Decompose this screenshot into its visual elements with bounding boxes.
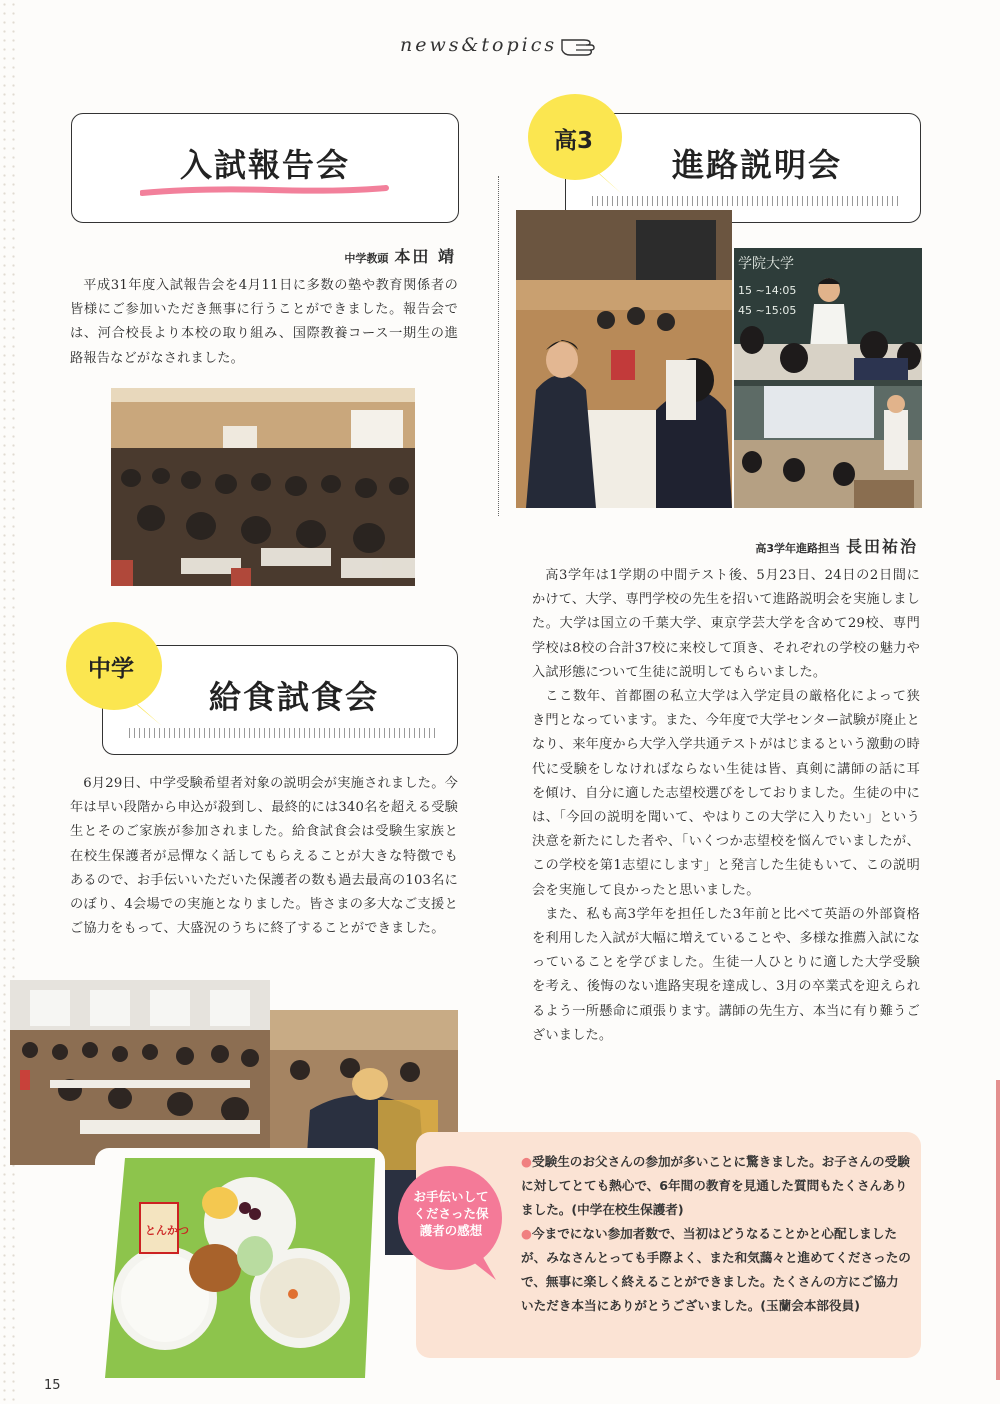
- title-box-nyushi: [71, 113, 459, 223]
- body-paragraph: また、私も高3学年を担任した3年前と比べて英語の外部資格を利用した入試が大幅に増えていることや、多様な推薦入試になっていることを学びました。生徒一人ひとりに適した大学受験を考え、後悔のない進路実現を達成し、3月の卒業式を迎えられるよう一所懸命に頑張ります。講師の先生方、本当に有り難うございました。: [532, 906, 920, 1043]
- consultation-photo: [516, 210, 732, 508]
- pointing-hand-icon: [560, 32, 596, 58]
- column-divider: [498, 176, 499, 516]
- badge-tail: [128, 696, 166, 730]
- feedback-item-text: 受験生のお父さんの参加が多いことに驚きました。お子さんの受験に対してとても熱心で、6年間の教育を見通した質問もたくさんありました。(中学在校生保護者): [521, 1154, 910, 1217]
- feedback-item: [521, 1150, 911, 1222]
- feedback-item: [521, 1222, 911, 1318]
- tick-decoration: [592, 196, 900, 206]
- page-header: [400, 30, 600, 64]
- author-line: [755, 534, 918, 557]
- page-number: 15: [44, 1378, 61, 1393]
- section-title: 進路説明会: [672, 146, 843, 184]
- body-paragraph: ここ数年、首都圏の私立大学は入学定員の厳格化によって狭き門となっています。また、今年度で大学センター試験が廃止となり、来年度から大学入学共通テストがはじまるという激動の時代に受験をしなければならない生徒は皆、真剣に講師の話に耳を傾け、自分に適した志望校選びをしておりました。生徒の中には、「今回の説明を聞いて、やはりこの大学に入りたい」という決意を新たにした者や、「いくつか志望校を悩んでいましたが、この学校を第1志望にします」と発言した生徒もいて、この説明会を実施して良かったと思いました。: [532, 689, 920, 898]
- bullet-icon: ●: [521, 1154, 532, 1169]
- dotted-margin-left: [0, 0, 18, 1404]
- section-title: 給食試食会: [209, 678, 380, 716]
- author-line: [344, 244, 456, 267]
- blackboard-time-1: 15 ~14:05: [738, 284, 797, 297]
- badge-label: 中学: [88, 656, 134, 682]
- section-body: [70, 772, 458, 941]
- author-role: 高3学年進路担当: [755, 542, 840, 555]
- feedback-bubble-label: お手伝いしてくださった保護者の感想: [413, 1189, 489, 1238]
- section-body: [70, 274, 458, 371]
- blackboard-time-2: 45 ~15:05: [738, 304, 797, 317]
- section-body: [532, 564, 920, 1048]
- feedback-item-text: 今までにない参加者数で、当初はどうなることかと心配しましたが、みなさんとっても手際よく、また和気藹々と進めてくださったので、無事に楽しく終えることができました。たくさんの方にご協力いただき本当にありがとうございました。(玉蘭会本部役員): [521, 1226, 911, 1313]
- author-name: 本田 靖: [394, 247, 456, 266]
- section-title: 入試報告会: [180, 146, 351, 184]
- body-paragraph: 6月29日、中学受験希望者対象の説明会が実施されました。今年は早い段階から申込が殺到し、最終的には340名を超える受験生とそのご家族が参加されました。給食試食会は受験生家族と在校生保護者が忌憚なく話してもらえることが大きな特徴でもあるので、お手伝いいただいた保護者の数も過去最高の103名にのぼり、4会場での実施となりました。皆さまの多大なご支援とご協力をもって、大盛況のうちに終了することができました。: [70, 776, 458, 937]
- page-edge-mark: [996, 1080, 1000, 1380]
- bullet-icon: ●: [521, 1226, 532, 1241]
- classroom-lecture-photo: [734, 248, 922, 380]
- blackboard-text: 学院大学: [738, 256, 794, 272]
- cafeteria-photo: [10, 980, 270, 1165]
- body-paragraph: 平成31年度入試報告会を4月11日に多数の塾や教育関係者の皆様にご参加いただき無事に行うことができました。報告会では、河合校長より本校の取り組み、国際教養コース一期生の進路報告などがなされました。: [70, 278, 458, 366]
- feedback-text: [521, 1150, 911, 1318]
- package-label: とんかつ: [145, 1224, 189, 1237]
- school-lunch-photo: [95, 1148, 385, 1388]
- tick-decoration: [129, 728, 439, 738]
- header-label: news&topics: [400, 34, 558, 56]
- author-name: 長田祐治: [845, 537, 918, 556]
- body-paragraph: 高3学年は1学期の中間テスト後、5月23日、24日の2日間にかけて、大学、専門学校の先生を招いて進路説明会を実施しました。大学は国立の千葉大学、東京学芸大学を含めて29校、専門学校は8校の合計37校に来校して頂き、それぞれの学校の魅力や入試形態について生徒に説明してもらいました。: [532, 568, 920, 680]
- badge-tail: [590, 166, 626, 198]
- author-role: 中学教頭: [344, 252, 389, 265]
- classroom-screen-photo: [734, 380, 922, 508]
- auditorium-photo: [111, 388, 415, 586]
- badge-label: 高3: [554, 128, 594, 154]
- feedback-bubble: [396, 1162, 506, 1282]
- pink-underline: [140, 184, 390, 198]
